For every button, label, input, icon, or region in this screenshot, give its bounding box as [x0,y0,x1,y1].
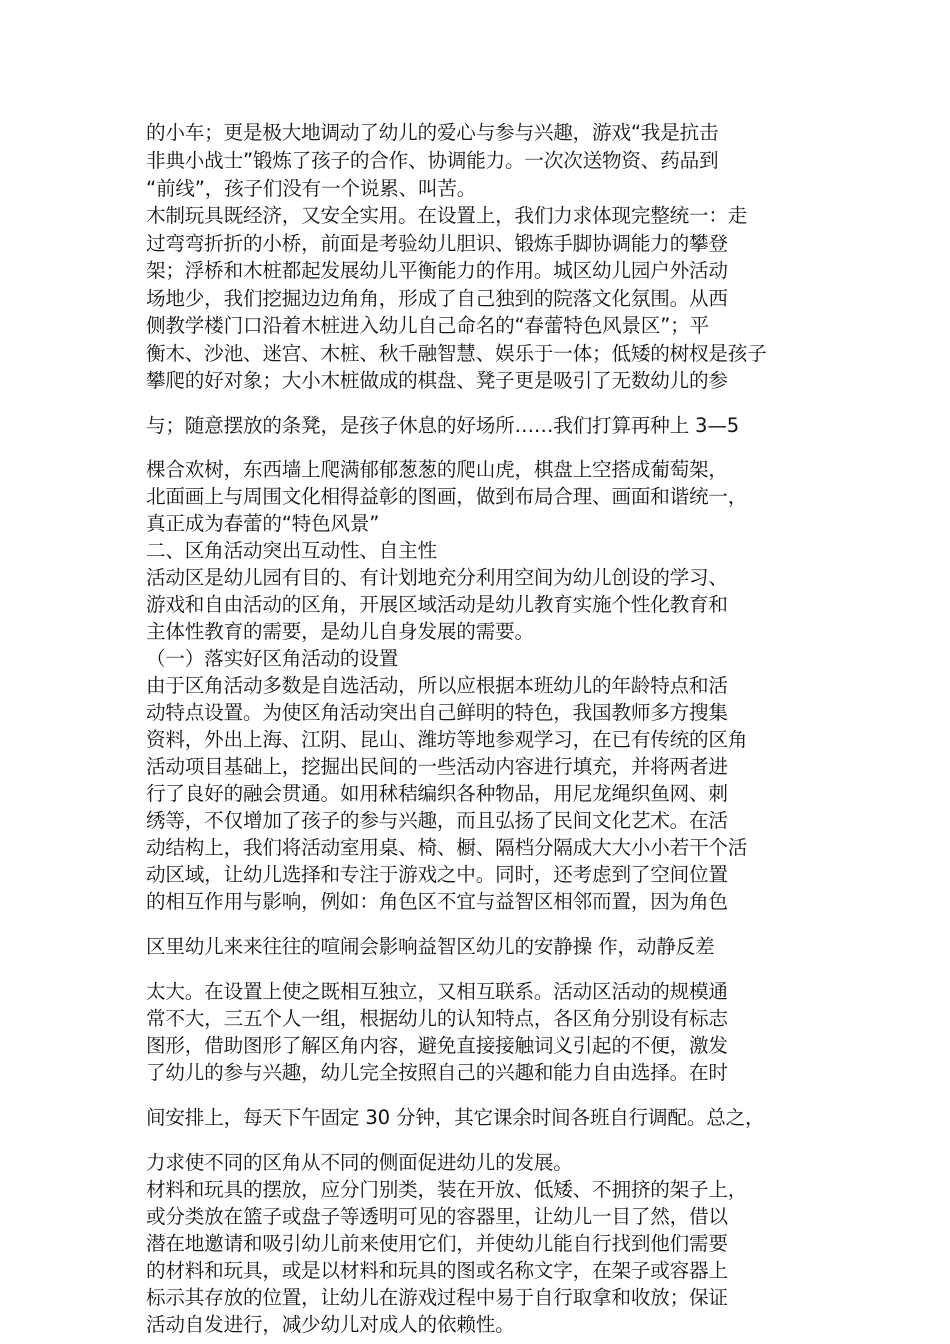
text-line: 太大。在设置上使之既相互独立，又相互联系。活动区活动的规模通 [146,980,728,1003]
text-line: 绣等，不仅增加了孩子的参与兴趣，而且弘扬了民间文化艺术。在活 [146,809,728,832]
text-line: 非典小战士”锻炼了孩子的合作、协调能力。一次次送物资、药品到 [146,149,719,172]
text-line: 动区域，让幼儿选择和专注于游戏之中。同时，还考虑到了空间位置 [146,863,728,886]
text-line: 过弯弯折折的小桥，前面是考验幼儿胆识、锻炼手脚协调能力的攀登 [146,232,728,255]
text-line: 活动自发进行，减少幼儿对成人的依赖性。 [146,1313,515,1336]
text-line: 力求使不同的区角从不同的侧面促进幼儿的发展。 [146,1151,573,1174]
text-line: 的小车；更是极大地调动了幼儿的爱心与参与兴趣，游戏“我是抗击 [146,121,719,144]
text-line: 架；浮桥和木桩都起发展幼儿平衡能力的作用。城区幼儿园户外活动 [146,259,728,282]
text-line: 资料，外出上海、江阴、昆山、潍坊等地参观学习，在已有传统的区角 [146,728,748,751]
subsection-heading: （一）落实好区角活动的设置 [146,647,399,670]
text-line: 间安排上，每天下午固定 30 分钟，其它课余时间各班自行调配。总之， [146,1106,765,1129]
text-line: 图形，借助图形了解区角内容，避免直接接触词义引起的不便，激发 [146,1034,728,1057]
text-line: 游戏和自由活动的区角，开展区域活动是幼儿教育实施个性化教育和 [146,593,728,616]
text-line: 棵合欢树，东西墙上爬满郁郁葱葱的爬山虎，棋盘上空搭成葡萄架， [146,458,728,481]
text-line: 的相互作用与影响，例如：角色区不宜与益智区相邻而置，因为角色 [146,890,728,913]
text-line: 常不大，三五个人一组，根据幼儿的认知特点，各区角分别设有标志 [146,1007,728,1030]
text-line: 主体性教育的需要，是幼儿自身发展的需要。 [146,620,534,643]
text-line: 与；随意摆放的条凳，是孩子休息的好场所……我们打算再种上 3—5 [146,414,739,437]
text-line: 了幼儿的参与兴趣，幼儿完全按照自己的兴趣和能力自由选择。在时 [146,1061,728,1084]
text-line: 动结构上，我们将活动室用桌、椅、橱、隔档分隔成大大小小若干个活 [146,836,748,859]
text-line: 材料和玩具的摆放，应分门别类，装在开放、低矮、不拥挤的架子上， [146,1178,748,1201]
text-line: 攀爬的好对象；大小木桩做成的棋盘、凳子更是吸引了无数幼儿的参 [146,369,728,392]
text-line: 木制玩具既经济，又安全实用。在设置上，我们力求体现完整统一：走 [146,204,748,227]
text-line: 标示其存放的位置，让幼儿在游戏过程中易于自行取拿和收放；保证 [146,1286,728,1309]
text-line: 活动区是幼儿园有目的、有计划地充分利用空间为幼儿创设的学习、 [146,566,728,589]
text-line: 动特点设置。为使区角活动突出自己鲜明的特色，我国教师多方搜集 [146,701,728,724]
text-line: 衡木、沙池、迷宫、木桩、秋千融智慧、娱乐于一体；低矮的树杈是孩子 [146,342,767,365]
text-line: 或分类放在篮子或盘子等透明可见的容器里，让幼儿一目了然，借以 [146,1205,728,1228]
text-line: 真正成为春蕾的“特色风景” [146,512,380,535]
text-line: 由于区角活动多数是自选活动，所以应根据本班幼儿的年龄特点和活 [146,674,728,697]
section-heading: 二、区角活动突出互动性、自主性 [146,539,437,562]
text-line: 区里幼儿来来往往的喧闹会影响益智区幼儿的安静操 作，动静反差 [146,935,715,958]
text-line: 的材料和玩具，或是以材料和玩具的图或名称文字，在架子或容器上 [146,1259,728,1282]
text-line: 活动项目基础上，挖掘出民间的一些活动内容进行填充，并将两者进 [146,755,728,778]
text-line: 北面画上与周围文化相得益彰的图画，做到布局合理、画面和谐统一， [146,485,748,508]
text-line: 潜在地邀请和吸引幼儿前来使用它们，并使幼儿能自行找到他们需要 [146,1232,728,1255]
text-line: 行了良好的融会贯通。如用秫秸编织各种物品，用尼龙绳织鱼网、刺 [146,782,728,805]
text-line: 侧教学楼门口沿着木桩进入幼儿自己命名的“春蕾特色风景区”；平 [146,314,709,337]
text-line: 场地少，我们挖掘边边角角，形成了自己独到的院落文化氛围。从西 [146,287,728,310]
text-line: “前线”，孩子们没有一个说累、叫苦。 [146,177,477,200]
